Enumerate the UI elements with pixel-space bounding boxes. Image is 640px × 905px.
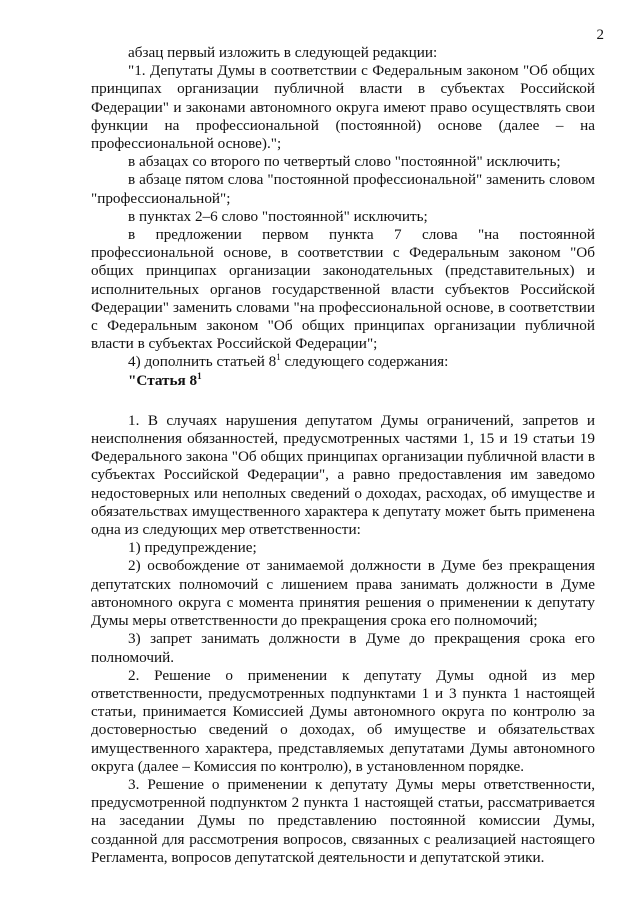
paragraph-points-2-6: в пунктах 2–6 слово "постоянной" исключить; <box>128 207 428 225</box>
item-4-tail: следующего содержания: <box>280 353 449 371</box>
article-heading-superscript: 1 <box>197 370 202 381</box>
article-heading-text: "Статья 8 <box>128 371 198 389</box>
article-subitem-1: 1) предупреждение; <box>128 539 257 557</box>
paragraph-abzac-5: в абзаце пятом слова "постоянной профессиональной" заменить словом "профессиональной"; <box>91 171 595 207</box>
article-subitem-3: 3) запрет занимать должности в Думе до прекращения срока его полномочий. <box>91 630 595 666</box>
article-paragraph-1: 1. В случаях нарушения депутатом Думы ограничений, запретов и неисполнения обязанностей, предусмотренных частями 1, 15 и 19 статьи 19 Федерального закона "Об общих принципах организации публичной власти в субъектах Российской Федерации", а равно предоставления им заведомо недостоверных или неполных сведений о доходах, расходах, об имуществе и обязательствах имущественного характера к депутату может быть применена одна из следующих мер ответственности: <box>91 411 595 539</box>
document-body <box>91 44 595 867</box>
article-paragraph-3: 3. Решение о применении к депутату Думы меры ответственности, предусмотренной подпунктом 2 пункта 1 настоящей статьи, рассматривается на заседании Думы по представлению постоянной комиссии Думы, созданной для рассмотрения вопросов, связанных с реализацией настоящего Регламента, вопросов депутатской деятельности и депутатской этики. <box>91 775 595 866</box>
item-4-superscript: 1 <box>276 352 281 363</box>
page-number: 2 <box>596 27 604 43</box>
paragraph-point-7: в предложении первом пункта 7 слова "на постоянной профессиональной основе, в соответствии с Федеральным законом "Об общих принципах организации законодательных (представительных) и исполнительных органов государственной власти субъектов Российской Федерации" заменить словами "на профессиональной основе, в соответствии с Федеральным законом "Об общих принципах организации публичной власти в субъектах Российской Федерации"; <box>91 226 595 353</box>
paragraph-abzac-2-4: в абзацах со второго по четвертый слово "постоянной" исключить; <box>128 153 561 171</box>
item-4-text: 4) дополнить статьей 8 <box>128 353 277 371</box>
article-subitem-2: 2) освобождение от занимаемой должности в Думе без прекращения депутатских полномочий с лишением права занимать должности в Думе автономного округа с момента принятия решения о применении к депутату Думы меры ответственности до прекращения срока его полномочий; <box>91 557 595 630</box>
paragraph-item-4 <box>91 353 595 371</box>
article-paragraph-2: 2. Решение о применении к депутату Думы одной из мер ответственности, предусмотренных подпунктами 1 и 3 пункта 1 настоящей статьи, принимается Комиссией Думы автономного округа по контролю за достоверностью сведений о доходах, об имуществе и обязательствах имущественного характера, представляемых депутатами Думы автономного округа (далее – Комиссия по контролю), в установленном порядке. <box>91 666 595 775</box>
paragraph-first-abzac: абзац первый изложить в следующей редакции: <box>128 44 438 61</box>
paragraph-new-text-point-1: "1. Депутаты Думы в соответствии с Федеральным законом "Об общих принципах организации публичной власти в субъектах Российской Федерации" и законами автономного округа имеют право осуществлять свои функции на профессиональной (постоянной) основе (далее – на профессиональной основе)."; <box>91 62 595 153</box>
article-heading <box>91 372 595 390</box>
